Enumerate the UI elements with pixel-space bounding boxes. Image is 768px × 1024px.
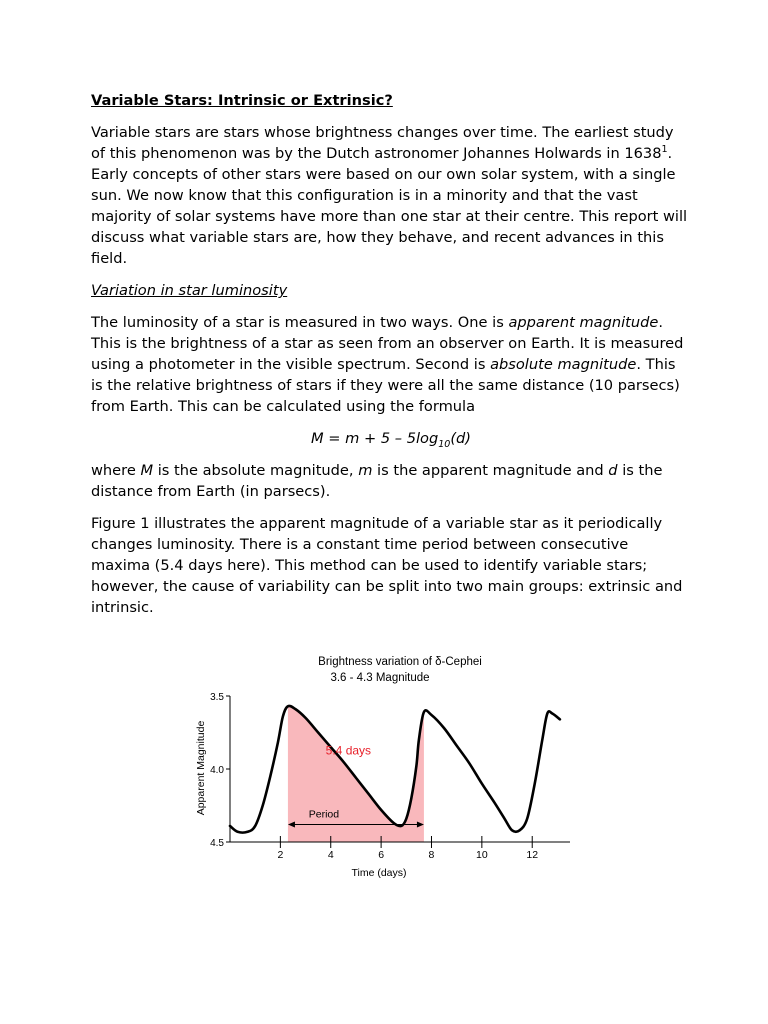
intro-text-a: Variable stars are stars whose brightness changes over time. The earliest study of this phenomenon was by the Dutch astronomer Johannes Holwards in 1638 [91, 124, 674, 162]
lum-text-2: . This is the brightness of a star as seen from an observer on Earth. It is measured using a photometer in the visible spectrum. Second is [91, 314, 684, 373]
x-tick-label: 6 [378, 849, 385, 861]
period-label: Period [308, 808, 340, 821]
intro-text-b: . Early concepts of other stars were based on our own solar system, with a single sun. We now know that this configuration is in a minority and that the vast majority of solar systems have more than one star at their centre. This report will discuss what variable stars are, how they behave, and recent advances in this field. [91, 145, 688, 267]
formula-tail: (d) [450, 430, 471, 447]
x-tick-label: 12 [526, 849, 539, 861]
footnote-marker: 1 [661, 144, 668, 156]
where-text-2: is the absolute magnitude, [153, 462, 359, 479]
intro-paragraph [91, 122, 691, 269]
formula-subscript: 10 [438, 438, 451, 450]
document-body [91, 90, 691, 629]
magnitude-formula [91, 428, 691, 449]
period-shading [288, 706, 424, 842]
x-tick-label: 4 [327, 849, 334, 861]
where-text-4: is the distance from Earth (in parsecs). [91, 462, 663, 500]
y-axis-label: Apparent Magnitude [195, 720, 207, 816]
y-tick-label: 3.5 [210, 692, 224, 703]
where-paragraph [91, 460, 691, 502]
chart-subtitle: 3.6 - 4.3 Magnitude [330, 672, 430, 684]
term-absolute-magnitude: absolute magnitude [490, 356, 637, 373]
chart-title: Brightness variation of δ-Cephei [318, 656, 482, 668]
lum-text-1: The luminosity of a star is measured in two ways. One is [91, 314, 509, 331]
y-tick-label: 4.0 [210, 765, 224, 776]
luminosity-paragraph [91, 312, 691, 417]
x-tick-label: 2 [277, 849, 284, 861]
x-tick-label: 8 [428, 849, 435, 861]
figure-paragraph: Figure 1 illustrates the apparent magnitude of a variable star as it periodically changes luminosity. There is a constant time period between consecutive maxima (5.4 days here). This method can be used to identify variable stars; however, the cause of variability can be split into two main groups: extrinsic and intrinsic. [91, 515, 683, 616]
brightness-chart [188, 648, 588, 888]
term-apparent-magnitude: apparent magnitude [508, 314, 659, 331]
document-title: Variable Stars: Intrinsic or Extrinsic? [91, 92, 393, 109]
chart-svg [188, 648, 588, 888]
section-heading: Variation in star luminosity [91, 282, 288, 299]
shading-label: 5.4 days [325, 743, 372, 758]
x-axis-label: Time (days) [351, 867, 407, 879]
formula-main: M = m + 5 – 5log [311, 430, 439, 447]
plot-area [210, 692, 570, 861]
series-line [230, 706, 560, 833]
where-text-3: is the apparent magnitude and [372, 462, 609, 479]
y-tick-label: 4.5 [210, 838, 224, 849]
where-text-1: where [91, 462, 141, 479]
var-m: m [358, 462, 373, 479]
lum-text-3: . This is the relative brightness of stars if they were all the same distance (10 parsecs) from Earth. This can be calculated using the formula [91, 356, 680, 415]
x-tick-label: 10 [476, 849, 488, 861]
var-d: d [608, 462, 618, 479]
var-M: M [140, 462, 154, 479]
